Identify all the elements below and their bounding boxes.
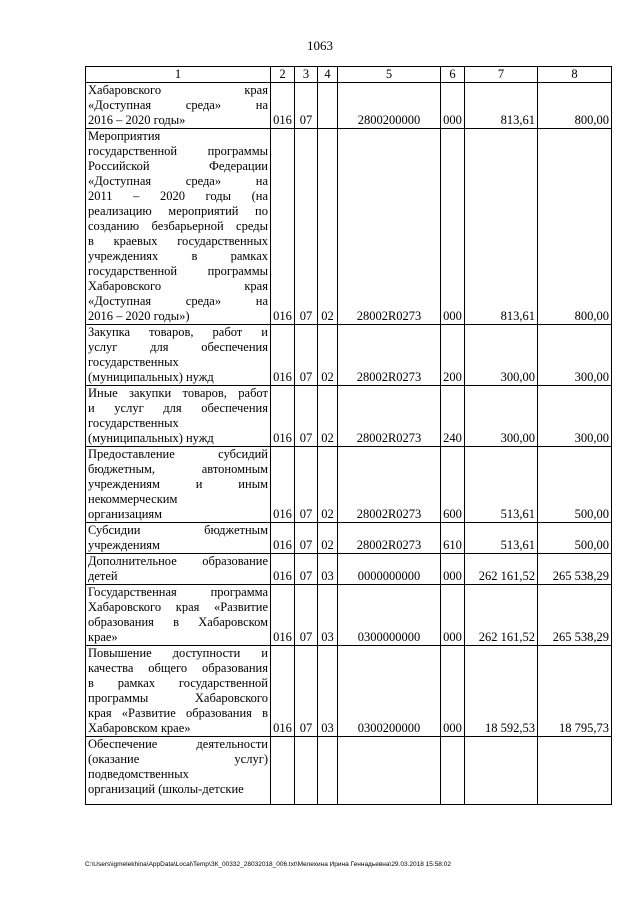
section-code: 07 xyxy=(295,129,318,325)
description-line: в краевых государственных xyxy=(88,234,268,248)
table-row xyxy=(86,83,612,129)
description-line: подведомственных xyxy=(88,767,189,781)
description-line: «Доступная среда» на xyxy=(88,174,268,188)
subsection-code xyxy=(318,83,338,129)
description-line: бюджетным, автономным xyxy=(88,462,268,476)
description-line: края «Развитие образования в xyxy=(88,706,268,720)
expense-type-code: 240 xyxy=(441,386,465,447)
section-code: 07 xyxy=(295,646,318,737)
description-line: Мероприятия xyxy=(88,129,161,143)
description-line: организаций (школы-детские xyxy=(88,782,244,796)
subsection-code: 02 xyxy=(318,447,338,523)
section-code: 07 xyxy=(295,523,318,554)
header-cell: 4 xyxy=(318,67,338,83)
description-line: Хабаровском крае» xyxy=(88,721,191,735)
amount-year-2: 300,00 xyxy=(538,386,612,447)
table-header-row xyxy=(86,67,612,83)
description-line: Обеспечение деятельности xyxy=(88,737,268,751)
description-line: крае» xyxy=(88,630,118,644)
expense-type-code: 000 xyxy=(441,129,465,325)
amount-year-2: 500,00 xyxy=(538,447,612,523)
table-row xyxy=(86,585,612,646)
description-line: 2016 – 2020 годы» xyxy=(88,113,186,127)
target-article-code: 28002R0273 xyxy=(338,523,441,554)
description-line: (оказание услуг) xyxy=(88,752,268,766)
section-code: 07 xyxy=(295,386,318,447)
table-row xyxy=(86,325,612,386)
expense-type-code: 200 xyxy=(441,325,465,386)
description-line: некоммерческим xyxy=(88,492,178,506)
description-line: Предоставление субсидий xyxy=(88,447,268,461)
amount-year-1: 513,61 xyxy=(465,523,538,554)
subsection-code xyxy=(318,737,338,805)
ministry-code: 016 xyxy=(271,585,295,646)
description-line: Субсидии бюджетным xyxy=(88,523,268,537)
ministry-code: 016 xyxy=(271,554,295,585)
table-row xyxy=(86,447,612,523)
subsection-code: 02 xyxy=(318,523,338,554)
subsection-code: 02 xyxy=(318,325,338,386)
table-row xyxy=(86,523,612,554)
header-cell: 3 xyxy=(295,67,318,83)
target-article-code: 28002R0273 xyxy=(338,129,441,325)
description-line: «Доступная среда» на xyxy=(88,98,268,112)
ministry-code xyxy=(271,737,295,805)
description-line: Российской Федерации xyxy=(88,159,268,173)
section-code: 07 xyxy=(295,325,318,386)
section-code: 07 xyxy=(295,554,318,585)
item-description xyxy=(86,737,271,805)
amount-year-2 xyxy=(538,737,612,805)
ministry-code: 016 xyxy=(271,447,295,523)
description-line: образования в Хабаровском xyxy=(88,615,268,629)
description-line: государственных xyxy=(88,416,179,430)
subsection-code: 03 xyxy=(318,585,338,646)
description-line: 2011 – 2020 годы (на xyxy=(88,189,268,203)
description-line: учреждениях в рамках xyxy=(88,249,268,263)
target-article-code: 0300000000 xyxy=(338,585,441,646)
description-line: детей xyxy=(88,569,118,583)
file-path-footer: C:\Users\igmelekhina\AppData\Local\Temp\ЗК_00332_28032018_006.txt\Мелехина Ирина Геннадьевна\29.03.2018 15:58:02 xyxy=(85,861,451,868)
section-code: 07 xyxy=(295,83,318,129)
amount-year-1: 300,00 xyxy=(465,386,538,447)
ministry-code: 016 xyxy=(271,386,295,447)
description-line: Закупка товаров, работ и xyxy=(88,325,268,339)
table-row xyxy=(86,554,612,585)
subsection-code: 03 xyxy=(318,554,338,585)
expense-type-code xyxy=(441,737,465,805)
amount-year-2: 800,00 xyxy=(538,83,612,129)
ministry-code: 016 xyxy=(271,83,295,129)
target-article-code xyxy=(338,737,441,805)
header-cell: 8 xyxy=(538,67,612,83)
expense-type-code: 600 xyxy=(441,447,465,523)
amount-year-1: 18 592,53 xyxy=(465,646,538,737)
section-code xyxy=(295,737,318,805)
amount-year-1: 262 161,52 xyxy=(465,585,538,646)
item-description xyxy=(86,646,271,737)
amount-year-1: 262 161,52 xyxy=(465,554,538,585)
ministry-code: 016 xyxy=(271,646,295,737)
amount-year-2: 265 538,29 xyxy=(538,585,612,646)
target-article-code: 28002R0273 xyxy=(338,325,441,386)
ministry-code: 016 xyxy=(271,523,295,554)
description-line: 2016 – 2020 годы») xyxy=(88,309,190,323)
table-row xyxy=(86,646,612,737)
description-line: Государственная программа xyxy=(88,585,268,599)
description-line: Хабаровского края xyxy=(88,279,268,293)
header-cell: 2 xyxy=(271,67,295,83)
item-description xyxy=(86,129,271,325)
expense-type-code: 000 xyxy=(441,585,465,646)
ministry-code: 016 xyxy=(271,325,295,386)
description-line: «Доступная среда» на xyxy=(88,294,268,308)
page-number: 1063 xyxy=(307,38,333,53)
description-line: качества общего образования xyxy=(88,661,268,675)
table-row xyxy=(86,737,612,805)
expense-type-code: 000 xyxy=(441,646,465,737)
expense-type-code: 000 xyxy=(441,554,465,585)
target-article-code: 2800200000 xyxy=(338,83,441,129)
item-description xyxy=(86,585,271,646)
item-description xyxy=(86,523,271,554)
description-line: и услуг для обеспечения xyxy=(88,401,268,415)
amount-year-2: 18 795,73 xyxy=(538,646,612,737)
amount-year-2: 800,00 xyxy=(538,129,612,325)
amount-year-2: 300,00 xyxy=(538,325,612,386)
description-line: Повышение доступности и xyxy=(88,646,268,660)
target-article-code: 0300200000 xyxy=(338,646,441,737)
amount-year-1: 813,61 xyxy=(465,129,538,325)
description-line: реализацию мероприятий по xyxy=(88,204,268,218)
description-line: государственных xyxy=(88,355,179,369)
description-line: государственной программы xyxy=(88,144,268,158)
description-line: Хабаровского края xyxy=(88,83,268,97)
amount-year-1: 513,61 xyxy=(465,447,538,523)
description-line: Дополнительное образование xyxy=(88,554,268,568)
expense-type-code: 610 xyxy=(441,523,465,554)
header-cell: 1 xyxy=(86,67,271,83)
section-code: 07 xyxy=(295,447,318,523)
target-article-code: 28002R0273 xyxy=(338,386,441,447)
description-line: услуг для обеспечения xyxy=(88,340,268,354)
description-line: учреждениям и иным xyxy=(88,477,268,491)
table-row xyxy=(86,129,612,325)
item-description xyxy=(86,554,271,585)
description-line: Иные закупки товаров, работ xyxy=(88,386,268,400)
amount-year-1: 300,00 xyxy=(465,325,538,386)
header-cell: 6 xyxy=(441,67,465,83)
subsection-code: 03 xyxy=(318,646,338,737)
description-line: (муниципальных) нужд xyxy=(88,431,214,445)
section-code: 07 xyxy=(295,585,318,646)
header-cell: 5 xyxy=(338,67,441,83)
ministry-code: 016 xyxy=(271,129,295,325)
target-article-code: 0000000000 xyxy=(338,554,441,585)
item-description xyxy=(86,386,271,447)
table-row xyxy=(86,386,612,447)
description-line: созданию безбарьерной среды xyxy=(88,219,268,233)
item-description xyxy=(86,447,271,523)
amount-year-1 xyxy=(465,737,538,805)
description-line: учреждениям xyxy=(88,538,160,552)
description-line: организациям xyxy=(88,507,163,521)
description-line: государственной программы xyxy=(88,264,268,278)
item-description xyxy=(86,325,271,386)
budget-table xyxy=(85,66,612,805)
amount-year-1: 813,61 xyxy=(465,83,538,129)
amount-year-2: 265 538,29 xyxy=(538,554,612,585)
expense-type-code: 000 xyxy=(441,83,465,129)
subsection-code: 02 xyxy=(318,129,338,325)
description-line: в рамках государственной xyxy=(88,676,268,690)
item-description xyxy=(86,83,271,129)
target-article-code: 28002R0273 xyxy=(338,447,441,523)
description-line: (муниципальных) нужд xyxy=(88,370,214,384)
header-cell: 7 xyxy=(465,67,538,83)
description-line: программы Хабаровского xyxy=(88,691,268,705)
amount-year-2: 500,00 xyxy=(538,523,612,554)
description-line: Хабаровского края «Развитие xyxy=(88,600,268,614)
subsection-code: 02 xyxy=(318,386,338,447)
